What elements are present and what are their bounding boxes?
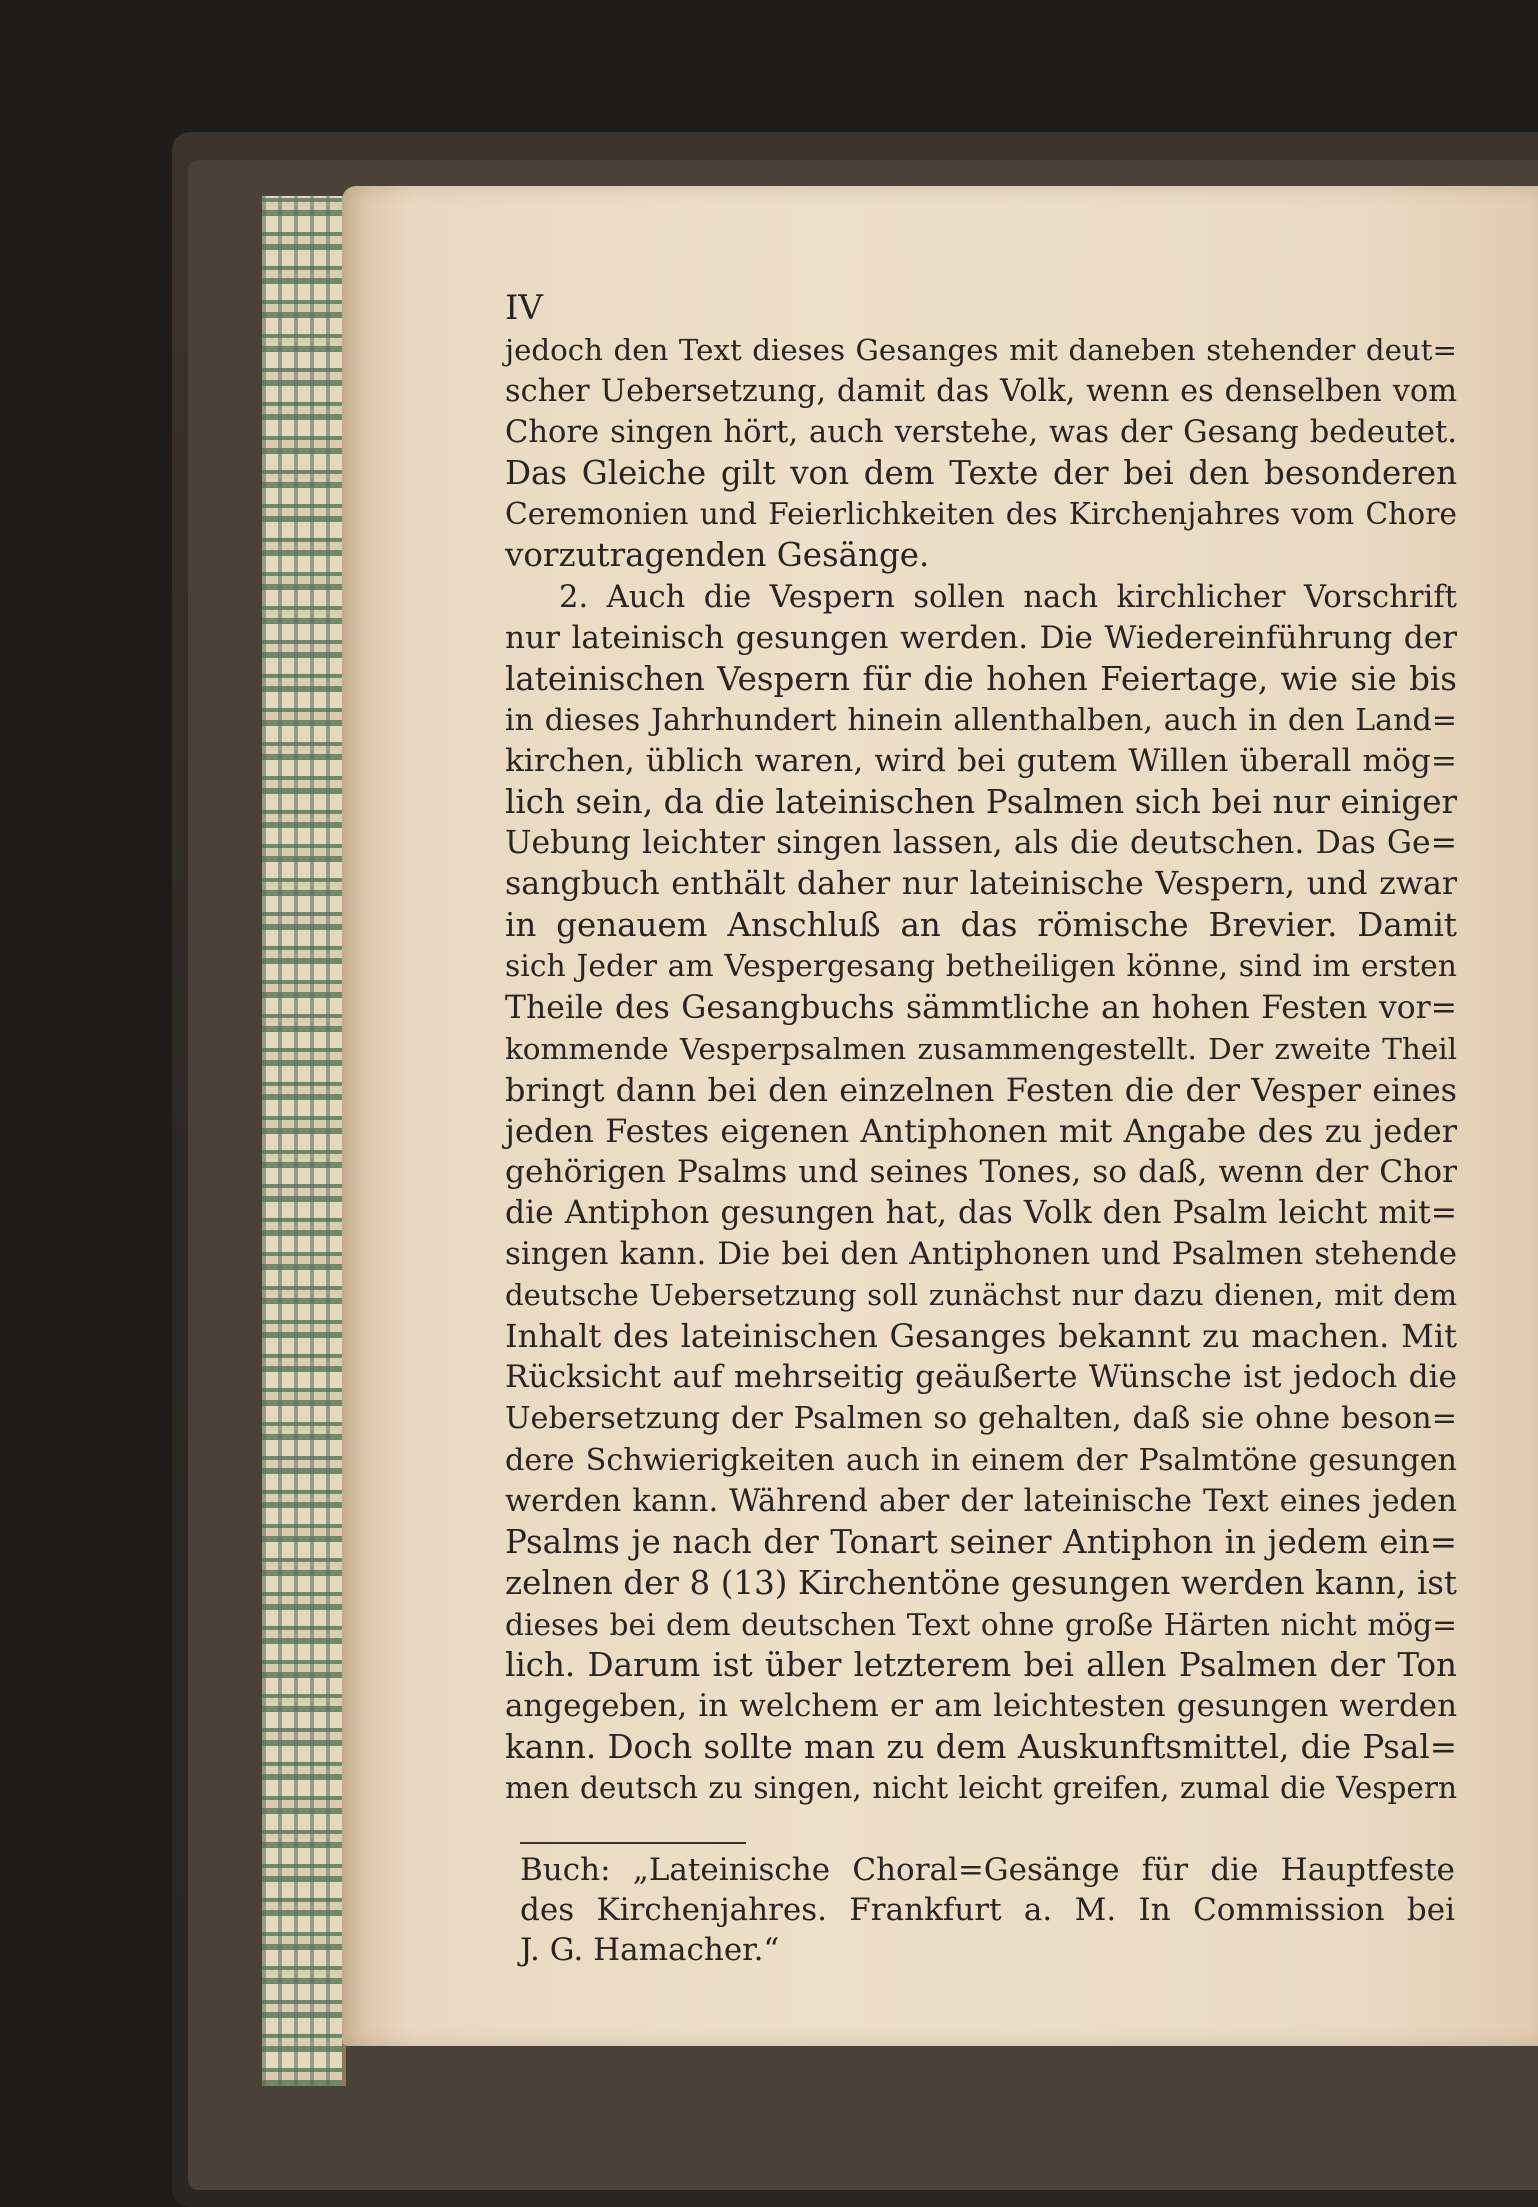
text-line: singen kann. Die bei den Antiphonen und Psalmen stehende	[505, 1236, 1457, 1273]
footnote-line: J. G. Hamacher.“	[520, 1932, 780, 1968]
text-line: kirchen, üblich waren, wird bei gutem Willen überall mög=	[505, 742, 1457, 779]
text-line: Chore singen hört, auch verstehe, was der Gesang bedeutet.	[505, 415, 1457, 451]
text-line: nur lateinisch gesungen werden. Die Wiedereinführung der	[505, 619, 1457, 656]
text-line: in dieses Jahrhundert hinein allenthalben, auch in den Land=	[505, 702, 1457, 738]
text-line: sangbuch enthält daher nur lateinische Vespern, und zwar	[505, 866, 1457, 903]
text-line: jeden Festes eigenen Antiphonen mit Angabe des zu jeder	[505, 1111, 1457, 1150]
text-line: Theile des Gesangbuchs sämmtliche an hohen Festen vor=	[505, 989, 1457, 1026]
page-body	[505, 330, 1457, 1809]
text-line: deutsche Uebersetzung soll zunächst nur dazu dienen, mit dem	[505, 1278, 1457, 1313]
text-line: dere Schwierigkeiten auch in einem der Psalmtöne gesungen	[505, 1442, 1457, 1478]
text-line: in genauem Anschluß an das römische Brevier. Damit	[505, 906, 1457, 945]
text-line: kommende Vesperpsalmen zusammengestellt. Der zweite Theil	[505, 1031, 1457, 1066]
text-line: men deutsch zu singen, nicht leicht greifen, zumal die Vespern	[505, 1771, 1457, 1806]
text-line: Rücksicht auf mehrseitig geäußerte Wünsche ist jedoch die	[505, 1359, 1457, 1396]
text-line: lich sein, da die lateinischen Psalmen sich bei nur einiger	[505, 783, 1457, 822]
text-line: Uebung leichter singen lassen, als die deutschen. Das Ge=	[505, 825, 1457, 862]
text-line: vorzutragenden Gesänge.	[505, 536, 930, 575]
text-line: gehörigen Psalms und seines Tones, so daß, wenn der Chor	[505, 1153, 1457, 1190]
text-line: bringt dann bei den einzelnen Festen die der Vesper eines	[505, 1070, 1457, 1109]
text-line: lateinischen Vespern für die hohen Feiertage, wie sie bis	[505, 659, 1457, 698]
footnote-line: des Kirchenjahres. Frankfurt a. M. In Commission bei	[520, 1892, 1455, 1928]
footnote-rule	[520, 1842, 746, 1844]
text-line: Psalms je nach der Tonart seiner Antiphon in jedem ein=	[505, 1522, 1457, 1561]
footnote-line: Buch: „Lateinische Choral=Gesänge für die Hauptfeste	[520, 1852, 1455, 1888]
text-line: dieses bei dem deutschen Text ohne große Härten nicht mög=	[505, 1606, 1457, 1642]
text-line: sich Jeder am Vespergesang betheiligen könne, sind im ersten	[505, 949, 1457, 985]
text-line: zelnen der 8 (13) Kirchentöne gesungen werden kann, ist	[505, 1563, 1457, 1602]
text-line: jedoch den Text dieses Gesanges mit daneben stehender deut=	[505, 333, 1457, 367]
text-line: Ceremonien und Feierlichkeiten des Kirchenjahres vom Chore	[505, 497, 1457, 533]
text-line: scher Uebersetzung, damit das Volk, wenn es denselben vom	[505, 374, 1457, 410]
text-line: werden kann. Während aber der lateinische Text eines jeden	[505, 1483, 1457, 1519]
text-line: Uebersetzung der Psalmen so gehalten, daß sie ohne beson=	[505, 1401, 1457, 1437]
page-number: IV	[505, 288, 543, 328]
text-line: lich. Darum ist über letzterem bei allen Psalmen der Ton	[505, 1646, 1457, 1684]
footnote	[520, 1850, 1455, 1970]
text-line: kann. Doch sollte man zu dem Auskunftsmittel, die Psal=	[505, 1728, 1457, 1767]
text-line: Das Gleiche gilt von dem Texte der bei den besonderen	[505, 454, 1457, 493]
text-line: angegeben, in welchem er am leichtesten gesungen werden	[505, 1688, 1457, 1725]
text-line: Inhalt des lateinischen Gesanges bekannt zu machen. Mit	[505, 1317, 1457, 1356]
text-line: 2. Auch die Vespern sollen nach kirchlicher Vorschrift	[559, 579, 1457, 615]
text-line: die Antiphon gesungen hat, das Volk den Psalm leicht mit=	[505, 1194, 1457, 1231]
endpaper-pattern	[262, 196, 346, 2086]
